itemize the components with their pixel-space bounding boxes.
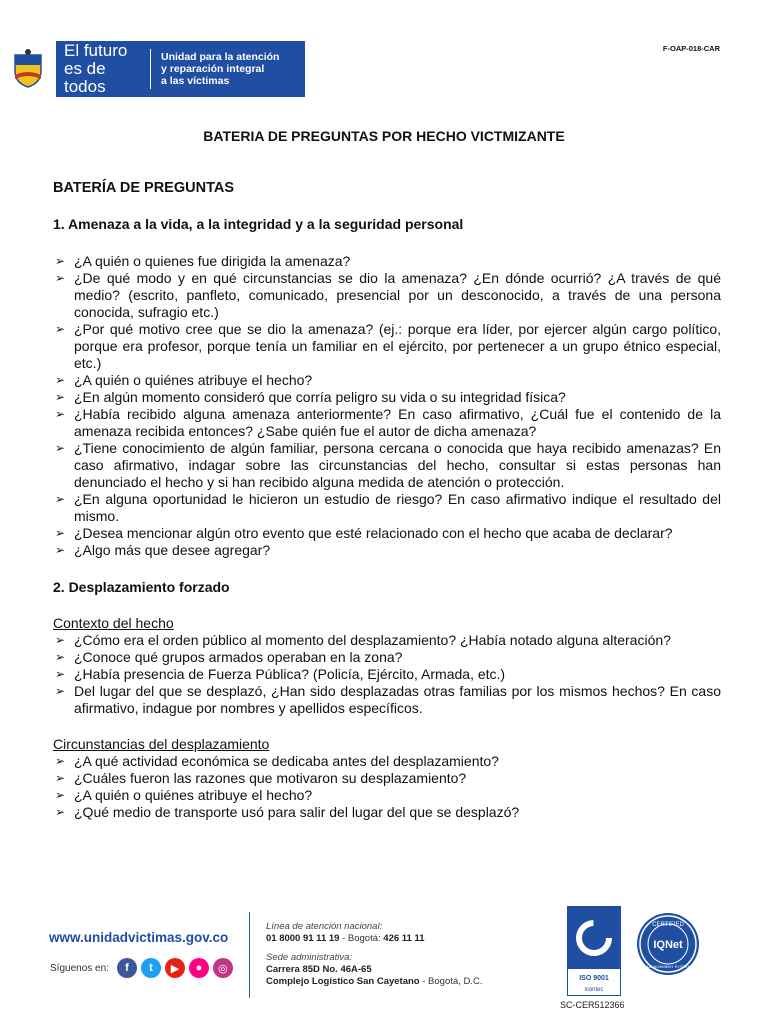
complex-name: Complejo Logístico San Cayetano [266,976,420,987]
list-item [53,649,721,666]
youtube-icon[interactable]: ▶ [165,958,185,978]
coat-of-arms-icon [11,49,45,89]
question-text: ¿Por qué motivo cree que se dio la amenaza? (ej.: porque era líder, por ejercer algún cargo político, porque era profesor, porque tenía un familiar en el ejército, por pertenecer a un grupo étnico especial, etc.) [74,321,721,371]
question-text: ¿Tiene conocimiento de algún familiar, persona cercana o conocida que haya recibido amenazas? En caso afirmativo, indagar sobre las circunstancias del hecho, consultar si estas personas han denunciado el hecho y si han recibido alguna medida de atención o protección. [74,440,721,490]
brand-line-2: es de todos [64,59,106,96]
arrow-bullet-icon: ➢ [55,788,66,802]
question-text: ¿A qué actividad económica se dedicaba antes del desplazamiento? [74,753,499,769]
arrow-bullet-icon: ➢ [55,771,66,785]
question-text: ¿Conoce qué grupos armados operaban en la zona? [74,649,403,665]
arrow-bullet-icon: ➢ [55,390,66,404]
arrow-bullet-icon: ➢ [55,543,66,557]
form-code: F-OAP-018-CAR [662,44,720,53]
list-item [53,389,721,406]
list-item [53,270,721,321]
arrow-bullet-icon: ➢ [55,754,66,768]
hotline-bogota-label: - Bogotá: [339,933,384,944]
list-item [53,753,721,770]
icontec-logo [568,907,620,969]
list-item [53,525,721,542]
iqnet-certified-text: CERTIFIED [652,922,684,928]
arrow-bullet-icon: ➢ [55,322,66,336]
arrow-bullet-icon: ➢ [55,271,66,285]
brand-line-1: El futuro [64,41,128,60]
unit-line-2: y reparación integral [161,63,265,75]
question-text: ¿Qué medio de transporte usó para salir del lugar del que se desplazó? [74,804,520,820]
question-text: ¿Algo más que desee agregar? [74,542,271,558]
footer-contact [266,921,482,988]
brand-slogan [56,41,151,96]
hotline-number: 01 8000 91 11 19 [266,933,340,944]
arrow-bullet-icon: ➢ [55,492,66,506]
header-logo [0,41,305,97]
question-text: Del lugar del que se desplazó, ¿Han sido desplazadas otras familias por los mismos hechos? En caso afirmativo, indague por nombres y apellidos específicos. [74,683,721,716]
main-heading: BATERÍA DE PREGUNTAS [53,180,234,196]
question-text: ¿Cuáles fueron las razones que motivaron su desplazamiento? [74,770,467,786]
list-item [53,632,721,649]
question-text: ¿A quién o quienes fue dirigida la amenaza? [74,253,351,269]
circumstances-questions [53,753,721,821]
unit-line-1: Unidad para la atención [161,51,280,63]
hotline-line [266,933,482,945]
office-label: Sede administrativa: [266,952,353,963]
unit-line-3: a las víctimas [161,75,230,87]
context-heading: Contexto del hecho [53,615,174,631]
question-text: ¿De qué modo y en qué circunstancias se dio la amenaza? ¿En dónde ocurrió? ¿A través de qué medio? (escrito, panfleto, comunicado, presencial por un desconocido, a través de una persona conocida, sufragio etc.) [74,270,721,320]
complex-line [266,976,482,988]
circumstances-heading: Circunstancias del desplazamiento [53,736,270,752]
footer-divider [249,912,250,998]
social-icons [117,958,233,978]
context-questions [53,632,721,717]
arrow-bullet-icon: ➢ [55,805,66,819]
arrow-bullet-icon: ➢ [55,684,66,698]
unit-name [151,51,279,87]
list-item [53,491,721,525]
list-item [53,770,721,787]
section-2-title: 2. Desplazamiento forzado [53,579,230,595]
question-text: ¿Había presencia de Fuerza Pública? (Policía, Ejército, Armada, etc.) [74,666,506,682]
question-text: ¿A quién o quiénes atribuye el hecho? [74,787,313,803]
address [266,964,482,976]
arrow-bullet-icon: ➢ [55,254,66,268]
list-item [53,372,721,389]
arrow-bullet-icon: ➢ [55,526,66,540]
iso-label: ISO 9001 [579,974,609,982]
question-text: ¿Desea mencionar algún otro evento que esté relacionado con el hecho que acaba de declarar? [74,525,673,541]
arrow-bullet-icon: ➢ [55,441,66,455]
website-link[interactable]: www.unidadvictimas.gov.co [49,930,229,945]
instagram-icon[interactable]: ◎ [213,958,233,978]
flickr-icon[interactable]: ● [189,958,209,978]
document-title: BATERIA DE PREGUNTAS POR HECHO VICTMIZANTE [203,128,565,144]
hotline-bogota: 426 11 11 [383,933,425,944]
arrow-bullet-icon: ➢ [55,650,66,664]
document-content [53,180,721,821]
address-text: Carrera 85D No. 46A-65 [266,964,372,975]
list-item [53,321,721,372]
iqnet-certification [637,913,699,975]
coat-of-arms [0,41,56,97]
arrow-bullet-icon: ➢ [55,407,66,421]
list-item [53,253,721,270]
question-text: ¿A quién o quiénes atribuye el hecho? [74,372,313,388]
follow-label: Síguenos en: [50,962,109,974]
icontec-certification [567,906,621,996]
section-1-title: 1. Amenaza a la vida, a la integridad y a la seguridad personal [53,216,464,232]
list-item [53,542,721,559]
iqnet-seal-icon [637,913,699,975]
list-item [53,440,721,491]
arrow-bullet-icon: ➢ [55,373,66,387]
twitter-icon[interactable]: t [141,958,161,978]
hotline-label: Línea de atención nacional: [266,921,383,932]
facebook-icon[interactable]: f [117,958,137,978]
list-item [53,804,721,821]
list-item [53,666,721,683]
section-1-questions [53,253,721,559]
arrow-bullet-icon: ➢ [55,633,66,647]
iqnet-text: IQNet [653,939,683,951]
city: - Bogotá, D.C. [419,976,483,987]
list-item [53,406,721,440]
certificate-code: SC-CER512366 [560,1000,625,1010]
question-text: ¿En algún momento consideró que corría peligro su vida o su integridad física? [74,389,566,405]
question-text: ¿Había recibido alguna amenaza anteriormente? En caso afirmativo, ¿Cuál fue el contenido de la amenaza recibida entonces? ¿Sabe quién fue el autor de dicha amenaza? [74,406,721,439]
icontec-label: icontec [584,987,604,993]
arrow-bullet-icon: ➢ [55,667,66,681]
social-follow [50,958,233,978]
question-text: ¿En alguna oportunidad le hicieron un estudio de riesgo? En caso afirmativo indique el resultado del mismo. [74,491,721,524]
list-item [53,683,721,717]
question-text: ¿Cómo era el orden público al momento del desplazamiento? ¿Había notado alguna alteración? [74,632,671,648]
iqnet-system-text: MANAGEMENT SYSTEM [644,964,692,969]
icontec-c-icon [575,919,613,957]
list-item [53,787,721,804]
